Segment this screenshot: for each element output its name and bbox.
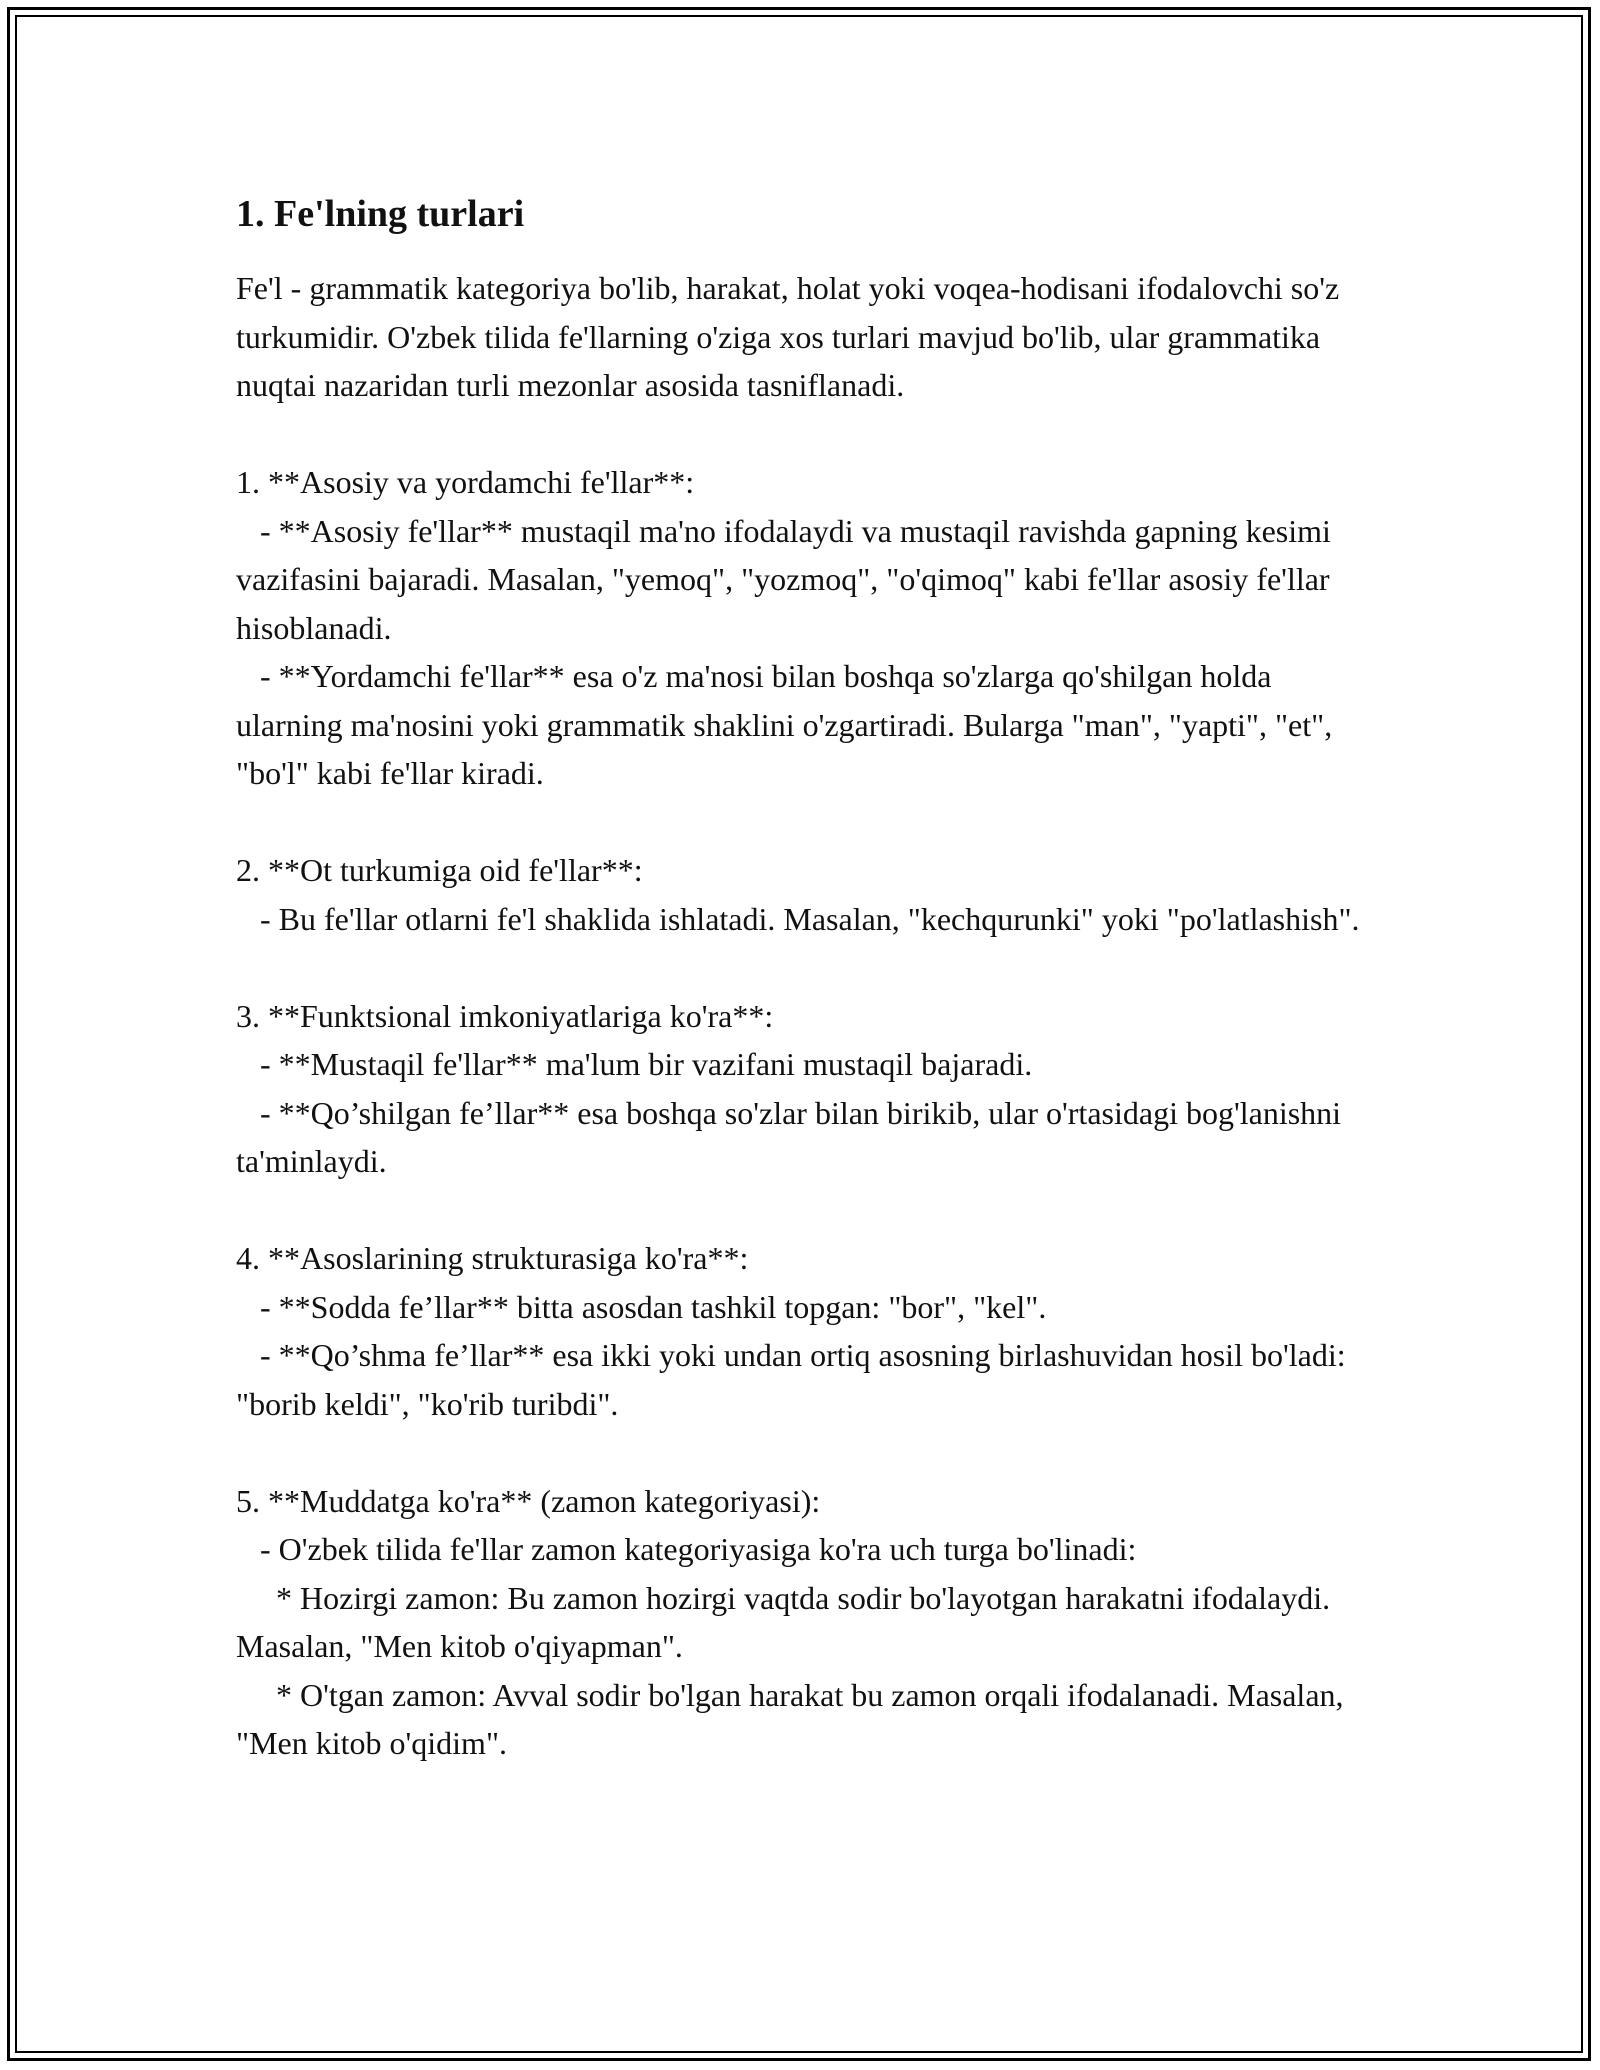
spacer [236,1186,1386,1235]
section-2-item-1: - Bu fe'llar otlarni fe'l shaklida ishlatadi. Masalan, "kechqurunki" yoki "po'latlashish". [236,900,1360,937]
section-4-heading: 4. **Asoslarining strukturasiga ko'ra**: [236,1240,749,1276]
spacer [236,798,1386,847]
section-5-item-3: * O'tgan zamon: Avval sodir bo'lgan harakat bu zamon orqali ifodalanadi. Masalan, "Men kitob o'qidim". [236,1676,1352,1761]
section-5-item-1: - O'zbek tilida fe'llar zamon kategoriyasiga ko'ra uch turga bo'linadi: [236,1531,1137,1567]
section-5-heading: 5. **Muddatga ko'ra** (zamon kategoriyasi): [236,1482,821,1519]
document-body [236,184,1386,1768]
section-2-heading: 2. **Ot turkumiga oid fe'llar**: [236,852,643,888]
section-4-item-1: - **Sodda fe’llar** bitta asosdan tashkil topgan: "bor", "kel". [236,1288,1047,1325]
section-5-item-2: * Hozirgi zamon: Bu zamon hozirgi vaqtda sodir bo'layotgan harakatni ifodalaydi. Masalan, "Men kitob o'qiyapman". [236,1579,1339,1664]
section-3-item-1: - **Mustaqil fe'llar** ma'lum bir vazifani mustaqil bajaradi. [236,1046,1033,1082]
section-1-item-1: - **Asosiy fe'llar** mustaqil ma'no ifodalaydi va mustaqil ravishda gapning kesimi vazifasini bajaradi. Masalan, "yemoq", "yozmoq", "o'qimoq" kabi fe'llar asosiy fe'llar hisoblanadi. [236,512,1339,646]
section-3-heading: 3. **Funktsional imkoniyatlariga ko'ra**: [236,997,774,1034]
spacer [236,943,1386,992]
section-4-item-2: - **Qo’shma fe’llar** esa ikki yoki undan ortiq asosning birlashuvidan hosil bo'ladi: "borib keldi", "ko'rib turibdi". [236,1337,1354,1422]
spacer [236,410,1386,459]
section-1-heading: 1. **Asosiy va yordamchi fe'llar**: [236,464,695,500]
intro-paragraph: Fe'l - grammatik kategoriya bo'lib, harakat, holat yoki voqea-hodisani ifodalovchi so'z turkumidir. O'zbek tilida fe'llarning o'ziga xos turlari mavjud bo'lib, ular grammatika nuqtai nazaridan turli mezonlar asosida tasniflanadi. [236,270,1348,403]
spacer [236,1428,1386,1477]
document-title: 1. Fe'lning turlari [236,193,525,235]
section-3-item-2: - **Qo’shilgan fe’llar** esa boshqa so'zlar bilan birikib, ular o'rtasidagi bog'lanishni ta'minlaydi. [236,1094,1350,1179]
section-1-item-2: - **Yordamchi fe'llar** esa o'z ma'nosi bilan boshqa so'zlarga qo'shilgan holda ularning ma'nosini yoki grammatik shaklini o'zgartiradi. Bularga "man", "yapti", "et", "bo'l" kabi fe'llar kiradi. [236,658,1341,791]
